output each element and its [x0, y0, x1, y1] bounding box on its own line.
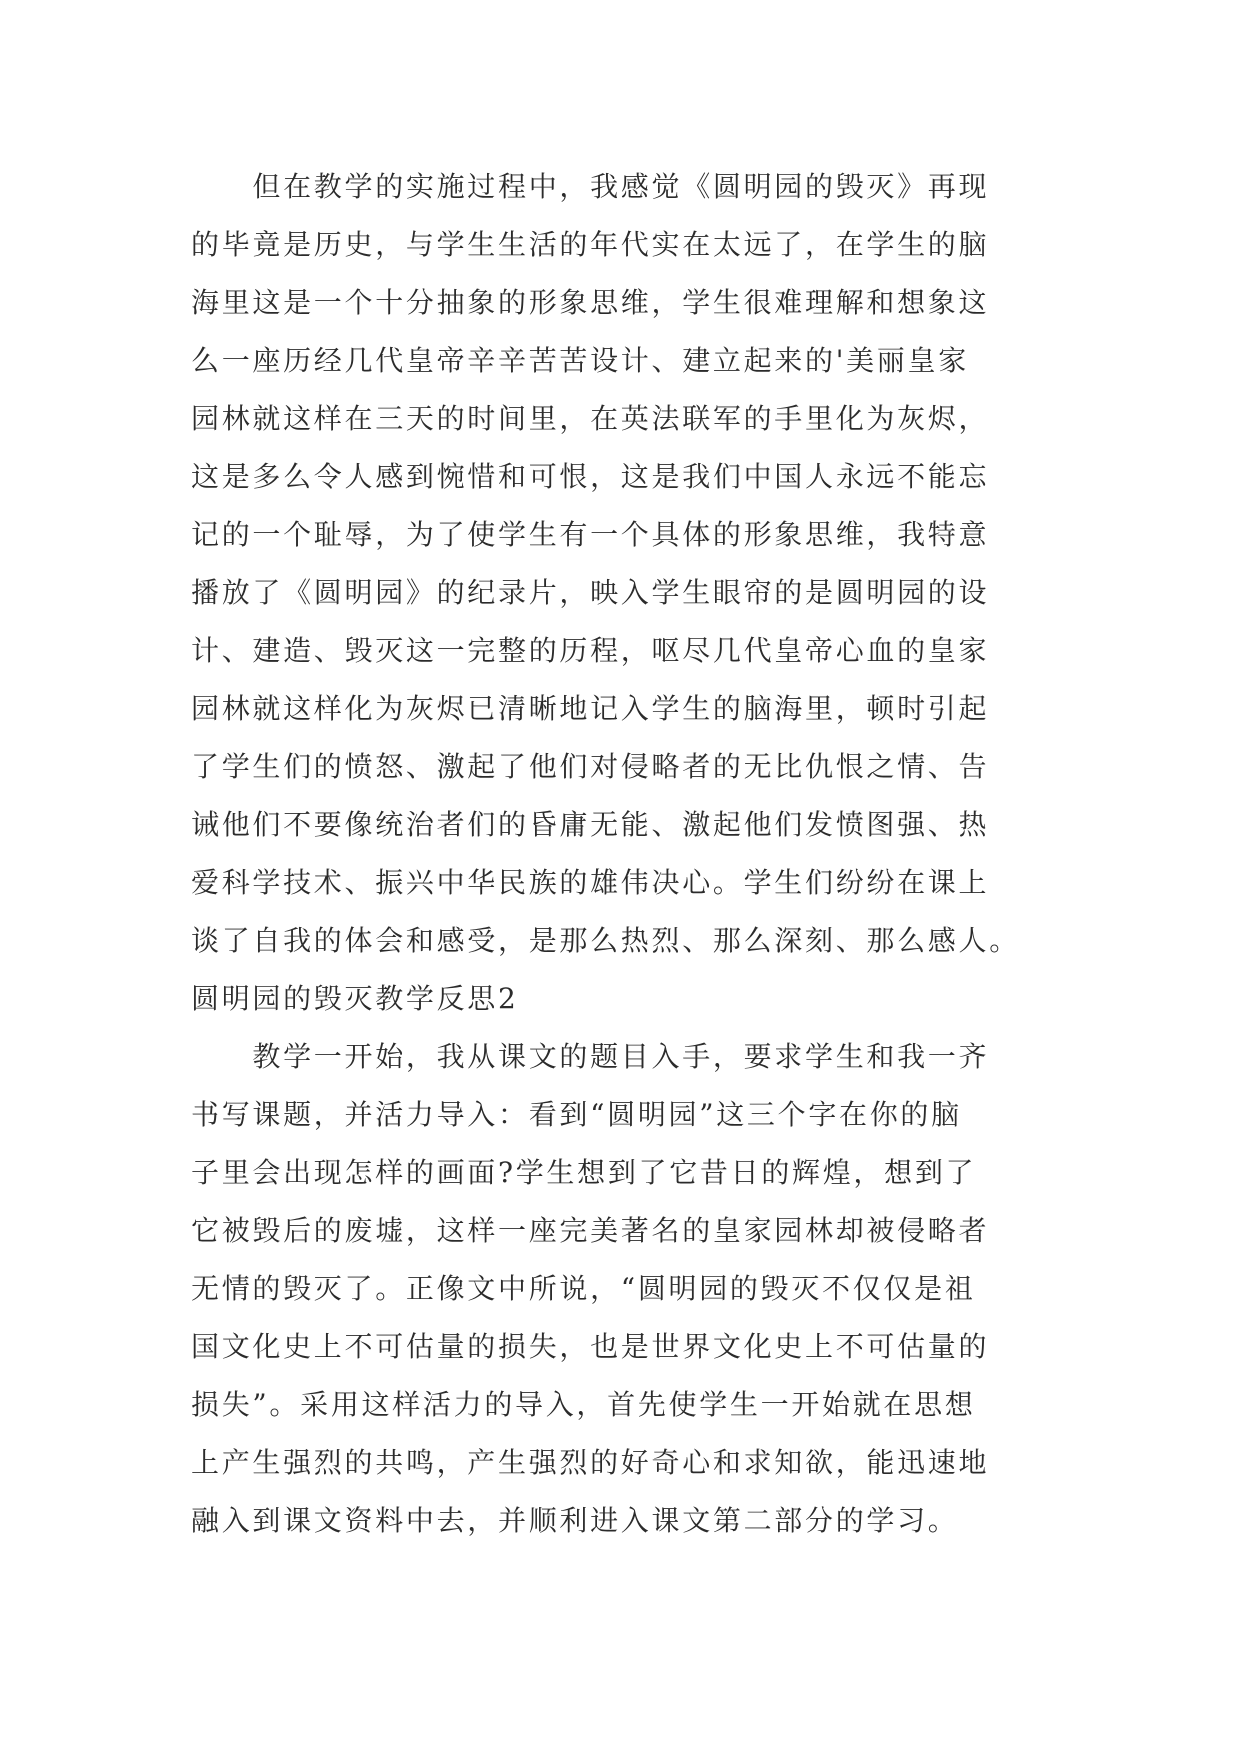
text-line: 诫他们不要像统治者们的昏庸无能、激起他们发愤图强、热: [191, 808, 990, 841]
section-heading: 圆明园的毁灭教学反思2: [191, 982, 519, 1015]
text-line: 书写课题，并活力导入：看到“圆明园”这三个字在你的脑: [191, 1098, 962, 1131]
text-line: 记的一个耻辱，为了使学生有一个具体的形象思维，我特意: [191, 518, 990, 551]
text-line: 爱科学技术、振兴中华民族的雄伟决心。学生们纷纷在课上: [191, 866, 990, 899]
text-line: 计、建造、毁灭这一完整的历程，呕尽几代皇帝心血的皇家: [191, 634, 990, 667]
paragraph-2: [191, 1028, 1071, 1550]
text-line: 播放了《圆明园》的纪录片，映入学生眼帘的是圆明园的设: [191, 576, 990, 609]
text-line: 这是多么令人感到惋惜和可恨，这是我们中国人永远不能忘: [191, 460, 990, 493]
text-line: 无情的毁灭了。正像文中所说，“圆明园的毁灭不仅仅是祖: [191, 1272, 976, 1305]
text-line: 子里会出现怎样的画面?学生想到了它昔日的辉煌，想到了: [191, 1156, 977, 1189]
paragraph-1: [191, 158, 1071, 970]
text-line: 园林就这样化为灰烬已清晰地记入学生的脑海里，顿时引起: [191, 692, 990, 725]
text-line: 了学生们的愤怒、激起了他们对侵略者的无比仇恨之情、告: [191, 750, 990, 783]
text-line: 国文化史上不可估量的损失，也是世界文化史上不可估量的: [191, 1330, 990, 1363]
text-line: 损失”。采用这样活力的导入，首先使学生一开始就在思想: [191, 1388, 976, 1421]
text-line: 谈了自我的体会和感受，是那么热烈、那么深刻、那么感人。: [191, 924, 1020, 957]
text-line: 它被毁后的废墟，这样一座完美著名的皇家园林却被侵略者: [191, 1214, 990, 1247]
document-body: [191, 158, 1071, 1550]
text-line: 但在教学的实施过程中，我感觉《圆明园的毁灭》再现: [191, 170, 990, 203]
text-line: 的毕竟是历史，与学生生活的年代实在太远了，在学生的脑: [191, 228, 990, 261]
text-line: 海里这是一个十分抽象的形象思维，学生很难理解和想象这: [191, 286, 990, 319]
text-line: 教学一开始，我从课文的题目入手，要求学生和我一齐: [191, 1040, 990, 1073]
text-line: 上产生强烈的共鸣，产生强烈的好奇心和求知欲，能迅速地: [191, 1446, 990, 1479]
text-line: 融入到课文资料中去，并顺利进入课文第二部分的学习。: [191, 1504, 959, 1537]
text-line: 园林就这样在三天的时间里，在英法联军的手里化为灰烬，: [191, 402, 990, 435]
text-line: 么一座历经几代皇帝辛辛苦苦设计、建立起来的'美丽皇家: [191, 344, 969, 377]
